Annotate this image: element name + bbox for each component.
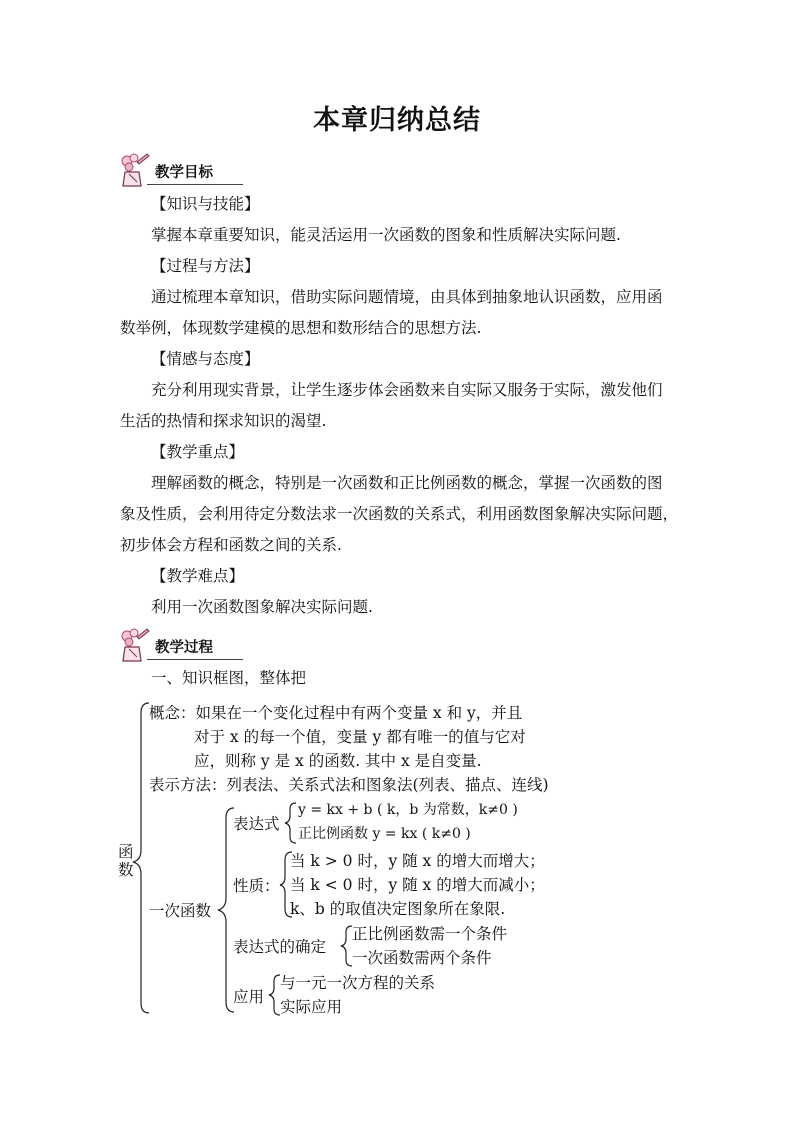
key-text-line2: 象及性质，会利用待定分数法求一次函数的关系式，利用函数图象解决实际问题， <box>120 505 679 523</box>
page-title: 本章归纳总结 <box>313 105 481 136</box>
emotion-label: 【情感与态度】 <box>151 350 260 368</box>
process-label: 【过程与方法】 <box>151 257 260 275</box>
linear-brace <box>218 808 234 1012</box>
key-text-line1: 理解函数的概念，特别是一次函数和正比例函数的概念，掌握一次函数的图 <box>151 474 663 492</box>
tree-determine-label: 表达式的确定 <box>233 938 327 956</box>
emotion-text-line2: 生活的热情和探求知识的渴望. <box>120 412 327 430</box>
section-heading-label: 教学过程 <box>155 640 213 656</box>
tree-root: 函数 <box>118 843 134 879</box>
tree-apply-label: 应用 <box>233 988 265 1006</box>
tree-linear-function: 一次函数 <box>149 902 212 920</box>
process-step-1: 一、知识框图，整体把 <box>151 669 307 687</box>
tree-determine-2: 一次函数需两个条件 <box>352 949 492 967</box>
difficult-label: 【教学难点】 <box>151 567 245 585</box>
tree-expr-2: 正比例函数 y = kx ( k≠0 ) <box>298 826 471 842</box>
tree-prop-label: 性质： <box>233 877 280 895</box>
key-text-line3: 初步体会方程和函数之间的关系. <box>120 536 342 554</box>
process-text-line1: 通过梳理本章知识，借助实际问题情境，由具体到抽象地认识函数，应用函 <box>151 288 663 306</box>
emotion-text-line1: 充分利用现实背景，让学生逐步体会函数来自实际又服务于实际，激发他们 <box>151 381 663 399</box>
tree-concept-line1: 概念：如果在一个变化过程中有两个变量 x 和 y，并且 <box>149 704 523 722</box>
tree-expr-label: 表达式 <box>233 815 280 833</box>
section-heading-label: 教学目标 <box>155 165 213 181</box>
knowledge-text: 掌握本章重要知识，能灵活运用一次函数的图象和性质解决实际问题. <box>151 226 621 244</box>
determine-brace <box>341 926 352 966</box>
knowledge-label: 【知识与技能】 <box>151 195 260 213</box>
key-label: 【教学重点】 <box>151 443 245 461</box>
tree-expr-1: y = kx + b ( k，b 为常数，k≠0 ) <box>298 802 518 818</box>
tree-prop-1: 当 k > 0 时，y 随 x 的增大而增大； <box>290 852 545 870</box>
tree-determine-1: 正比例函数需一个条件 <box>352 925 508 943</box>
tree-prop-2: 当 k < 0 时，y 随 x 的增大而减小； <box>290 876 545 894</box>
difficult-text: 利用一次函数图象解决实际问题. <box>151 598 373 616</box>
expr-brace <box>285 803 296 843</box>
tree-concept-line2: 对于 x 的每一个值，变量 y 都有唯一的值与它对 <box>194 728 526 746</box>
tree-apply-1: 与一元一次方程的关系 <box>280 974 436 992</box>
tree-representation: 表示方法：列表法、关系式法和图象法(列表、描点、连线) <box>149 776 549 794</box>
tree-apply-2: 实际应用 <box>280 998 343 1016</box>
tree-prop-3: k、b 的取值决定图象所在象限. <box>290 900 506 918</box>
apply-brace <box>269 975 280 1015</box>
tree-concept-line3: 应，则称 y 是 x 的函数. 其中 x 是自变量. <box>194 752 482 770</box>
process-text-line2: 数举例，体现数学建模的思想和数形结合的思想方法. <box>120 319 482 337</box>
